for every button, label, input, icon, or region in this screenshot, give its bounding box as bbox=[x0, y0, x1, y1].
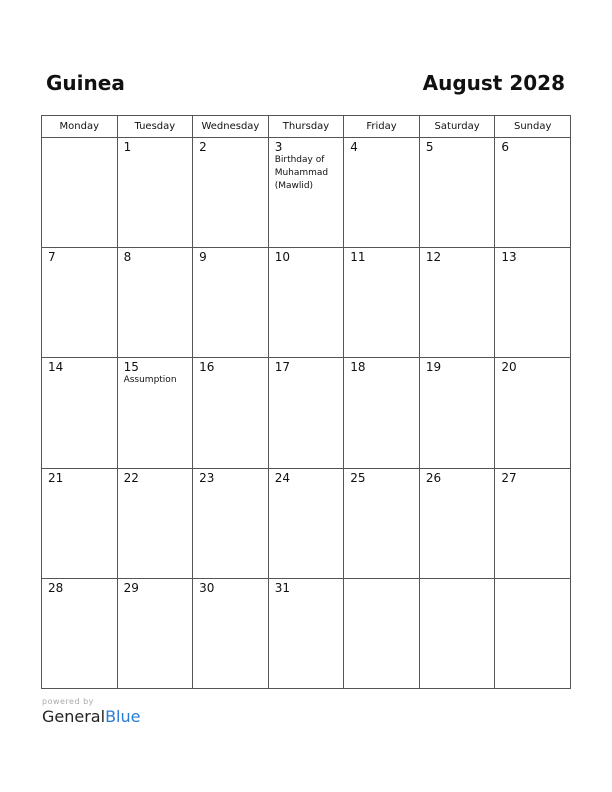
country-title: Guinea bbox=[46, 71, 125, 95]
weekday-wednesday: Wednesday bbox=[193, 116, 269, 138]
day-cell bbox=[495, 138, 571, 248]
day-number: 30 bbox=[199, 580, 215, 595]
day-cell bbox=[117, 468, 193, 578]
day-cell bbox=[268, 468, 344, 578]
day-cell bbox=[344, 138, 420, 248]
day-number: 1 bbox=[123, 140, 132, 154]
brand-blue-text: Blue bbox=[105, 707, 141, 726]
day-number: 24 bbox=[274, 470, 290, 485]
calendar-body bbox=[42, 138, 571, 689]
day-cell bbox=[117, 578, 193, 688]
day-cell bbox=[268, 138, 344, 248]
day-number: 3 bbox=[274, 140, 283, 154]
holiday-label: Birthday of Muhammad (Mawlid) bbox=[274, 155, 329, 191]
weekday-friday: Friday bbox=[344, 116, 420, 138]
day-cell bbox=[344, 248, 420, 358]
day-cell bbox=[117, 138, 193, 248]
day-number: 25 bbox=[350, 470, 366, 485]
day-cell bbox=[344, 358, 420, 468]
holiday-label: Assumption bbox=[123, 375, 177, 386]
day-cell bbox=[42, 468, 118, 578]
day-number: 16 bbox=[199, 360, 215, 375]
day-cell bbox=[495, 358, 571, 468]
month-title: August 2028 bbox=[422, 71, 565, 95]
day-number: 18 bbox=[350, 360, 366, 375]
day-cell bbox=[193, 358, 269, 468]
day-cell bbox=[344, 468, 420, 578]
day-number: 28 bbox=[48, 580, 64, 595]
day-number: 26 bbox=[425, 470, 442, 485]
weekday-header-row bbox=[42, 116, 571, 138]
week-row bbox=[42, 468, 571, 578]
week-row bbox=[42, 138, 571, 248]
day-number: 4 bbox=[350, 140, 358, 154]
day-cell bbox=[419, 578, 495, 688]
day-number: 20 bbox=[501, 360, 517, 375]
day-number: 14 bbox=[48, 360, 64, 375]
week-row bbox=[42, 578, 571, 688]
day-cell bbox=[193, 138, 269, 248]
day-number: 22 bbox=[123, 470, 139, 485]
day-cell bbox=[268, 248, 344, 358]
day-number: 11 bbox=[350, 250, 366, 265]
weekday-thursday: Thursday bbox=[268, 116, 344, 138]
day-number: 12 bbox=[425, 250, 442, 265]
weekday-tuesday: Tuesday bbox=[117, 116, 193, 138]
day-number: 31 bbox=[274, 580, 290, 595]
day-cell bbox=[193, 248, 269, 358]
day-number: 9 bbox=[199, 250, 207, 265]
day-cell bbox=[419, 358, 495, 468]
weekday-monday: Monday bbox=[42, 116, 118, 138]
footer bbox=[42, 697, 140, 726]
day-cell bbox=[42, 578, 118, 688]
day-cell bbox=[193, 578, 269, 688]
day-cell bbox=[344, 578, 420, 688]
day-cell bbox=[42, 138, 118, 248]
day-number: 23 bbox=[199, 470, 215, 485]
day-number: 27 bbox=[501, 470, 517, 485]
brand-logo bbox=[42, 707, 140, 726]
week-row bbox=[42, 358, 571, 468]
day-number: 15 bbox=[123, 360, 139, 375]
day-number: 7 bbox=[48, 250, 56, 265]
weekday-sunday: Sunday bbox=[495, 116, 571, 138]
weekday-saturday: Saturday bbox=[419, 116, 495, 138]
day-number: 19 bbox=[425, 360, 442, 375]
day-cell bbox=[495, 248, 571, 358]
calendar-grid bbox=[41, 115, 571, 689]
day-number: 8 bbox=[123, 250, 132, 265]
day-number: 17 bbox=[274, 360, 290, 375]
day-cell bbox=[268, 578, 344, 688]
brand-general-text: General bbox=[42, 707, 106, 726]
day-number: 6 bbox=[501, 140, 510, 154]
day-cell bbox=[42, 248, 118, 358]
powered-by-label: powered by bbox=[42, 697, 94, 706]
day-number: 2 bbox=[199, 140, 207, 154]
week-row bbox=[42, 248, 571, 358]
day-cell bbox=[419, 468, 495, 578]
day-cell bbox=[193, 468, 269, 578]
day-number: 29 bbox=[123, 580, 139, 595]
day-cell bbox=[42, 358, 118, 468]
day-cell bbox=[419, 138, 495, 248]
day-number: 13 bbox=[501, 250, 517, 265]
day-cell bbox=[117, 358, 193, 468]
day-cell bbox=[268, 358, 344, 468]
day-cell bbox=[495, 468, 571, 578]
day-number: 5 bbox=[425, 140, 434, 154]
day-number: 10 bbox=[274, 250, 290, 265]
day-number: 21 bbox=[48, 470, 64, 485]
day-cell bbox=[117, 248, 193, 358]
day-cell bbox=[495, 578, 571, 688]
day-cell bbox=[419, 248, 495, 358]
